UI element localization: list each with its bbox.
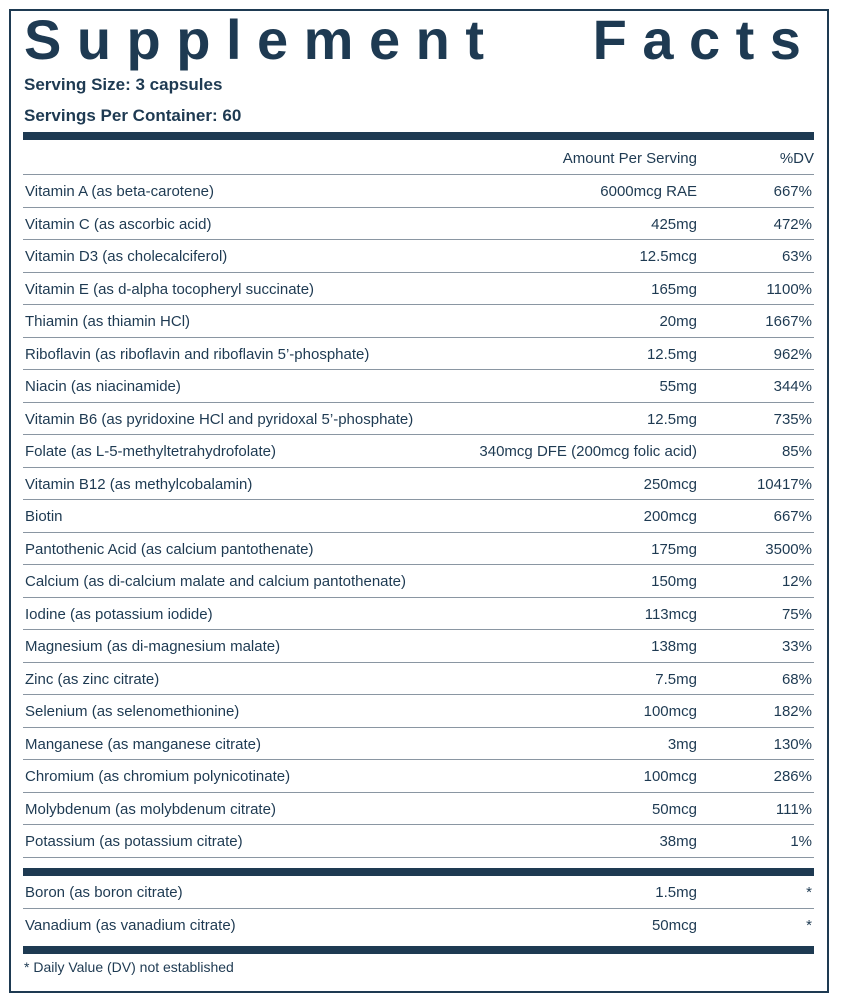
nutrient-dv: 111% (775, 800, 812, 818)
table-row (23, 273, 814, 306)
nutrient-amount: 12.5mcg (639, 248, 697, 265)
nutrient-dv: 667% (773, 508, 812, 525)
nutrient-amount: 20mg (659, 313, 697, 330)
nutrient-amount: 100mcg (643, 703, 697, 720)
thick-divider (23, 132, 814, 140)
table-row (23, 305, 814, 338)
table-row (23, 876, 814, 909)
table-row (23, 825, 814, 858)
nutrient-amount: 250mcg (643, 475, 697, 493)
nutrient-name: Molybdenum (as molybdenum citrate) (25, 800, 276, 818)
table-row (23, 598, 814, 631)
nutrient-name: Chromium (as chromium polynicotinate) (25, 768, 291, 785)
nutrient-amount: 150mg (651, 573, 697, 590)
nutrient-name: Selenium (as selenomethionine) (25, 703, 240, 720)
nutrient-name: Manganese (as manganese citrate) (25, 735, 261, 753)
other-ingredients-table (23, 876, 814, 941)
nutrient-amount: 55mg (659, 378, 697, 395)
nutrient-amount: 165mg (651, 280, 697, 298)
nutrient-dv: 472% (773, 215, 812, 233)
table-row (23, 175, 814, 208)
thick-divider (23, 868, 814, 876)
nutrient-name: Vitamin B6 (as pyridoxine HCl and pyridoxal 5’-phosphate) (25, 410, 414, 428)
nutrient-name: Potassium (as potassium citrate) (25, 833, 243, 850)
nutrient-dv: 68% (781, 670, 812, 688)
nutrient-amount: 7.5mg (655, 670, 697, 688)
nutrient-amount: 175mg (651, 540, 697, 558)
nutrient-name: Vitamin C (as ascorbic acid) (25, 215, 212, 233)
nutrient-name: Boron (as boron citrate) (25, 884, 183, 901)
thick-divider (23, 946, 814, 954)
table-row (23, 240, 814, 273)
table-row (23, 793, 814, 826)
table-row (23, 435, 814, 468)
nutrient-amount: 3mg (667, 735, 697, 753)
nutrient-amount: 340mcg DFE (200mcg folic acid) (479, 443, 697, 460)
nutrient-amount: 113mcg (644, 605, 697, 623)
nutrient-dv: 1% (790, 833, 812, 850)
panel-title: Supplement Facts (24, 8, 817, 71)
amount-column-header: Amount Per Serving (562, 150, 697, 167)
nutrient-dv: 85% (781, 443, 812, 460)
nutrient-dv: 75% (781, 605, 812, 623)
nutrient-dv: 286% (773, 768, 812, 785)
nutrient-dv: 3500% (765, 540, 812, 558)
nutrient-dv: 63% (781, 248, 812, 265)
nutrient-amount: 1.5mg (655, 884, 697, 901)
nutrient-name: Riboflavin (as riboflavin and riboflavin 5’-phosphate) (25, 345, 370, 363)
nutrient-name: Magnesium (as di-magnesium malate) (25, 638, 281, 655)
nutrient-dv: 12% (781, 573, 812, 590)
nutrient-amount: 12.5mg (646, 345, 697, 363)
nutrient-amount: 200mcg (643, 508, 697, 525)
nutrient-dv: * (806, 916, 812, 934)
table-row (23, 909, 814, 942)
nutrient-amount: 100mcg (643, 768, 697, 785)
nutrient-name: Zinc (as zinc citrate) (25, 670, 160, 688)
table-row (23, 695, 814, 728)
nutrient-dv: 33% (781, 638, 812, 655)
nutrient-amount: 50mcg (651, 800, 697, 818)
nutrient-amount: 12.5mg (646, 410, 697, 428)
table-row (23, 533, 814, 566)
nutrient-amount: 138mg (651, 638, 697, 655)
nutrient-name: Biotin (25, 508, 63, 525)
nutrient-amount: 6000mcg RAE (600, 183, 697, 200)
nutrient-dv: 182% (773, 703, 812, 720)
nutrient-amount: 50mcg (651, 916, 697, 934)
nutrient-name: Vitamin E (as d-alpha tocopheryl succinate) (25, 280, 315, 298)
nutrient-name: Vitamin D3 (as cholecalciferol) (25, 248, 228, 265)
nutrient-dv: 10417% (756, 475, 812, 493)
nutrient-amount: 38mg (659, 833, 697, 850)
nutrient-name: Thiamin (as thiamin HCl) (25, 313, 191, 330)
table-row (23, 760, 814, 793)
nutrient-name: Pantothenic Acid (as calcium pantothenate) (25, 540, 314, 558)
nutrient-dv: 1100% (766, 280, 812, 298)
nutrient-dv: 667% (773, 183, 812, 200)
table-row (23, 500, 814, 533)
nutrient-dv: 130% (773, 735, 812, 753)
table-row (23, 370, 814, 403)
table-row (23, 208, 814, 241)
table-row (23, 565, 814, 598)
nutrient-amount: 425mg (651, 215, 697, 233)
dv-footnote: * Daily Value (DV) not established (24, 959, 234, 975)
nutrient-dv: 962% (773, 345, 812, 363)
table-header (23, 142, 814, 175)
dv-column-header: %DV (779, 150, 814, 167)
nutrient-dv: * (806, 884, 812, 901)
nutrient-name: Folate (as L-5-methyltetrahydrofolate) (25, 443, 276, 460)
nutrient-name: Iodine (as potassium iodide) (25, 605, 213, 623)
serving-size: Serving Size: 3 capsules (24, 75, 223, 94)
supplement-facts-panel (9, 9, 829, 993)
table-row (23, 663, 814, 696)
nutrient-dv: 735% (773, 410, 812, 428)
nutrient-name: Vanadium (as vanadium citrate) (25, 916, 236, 934)
table-row (23, 338, 814, 371)
nutrient-dv: 344% (773, 378, 812, 395)
servings-per-container: Servings Per Container: 60 (24, 106, 242, 125)
table-row (23, 630, 814, 663)
nutrient-name: Vitamin B12 (as methylcobalamin) (25, 475, 253, 493)
nutrient-name: Calcium (as di-calcium malate and calcium pantothenate) (25, 573, 407, 590)
nutrient-dv: 1667% (765, 313, 812, 330)
nutrient-name: Niacin (as niacinamide) (25, 378, 181, 395)
table-row (23, 403, 814, 436)
nutrient-table (23, 175, 814, 858)
table-row (23, 728, 814, 761)
table-row (23, 468, 814, 501)
nutrient-name: Vitamin A (as beta-carotene) (25, 183, 214, 200)
